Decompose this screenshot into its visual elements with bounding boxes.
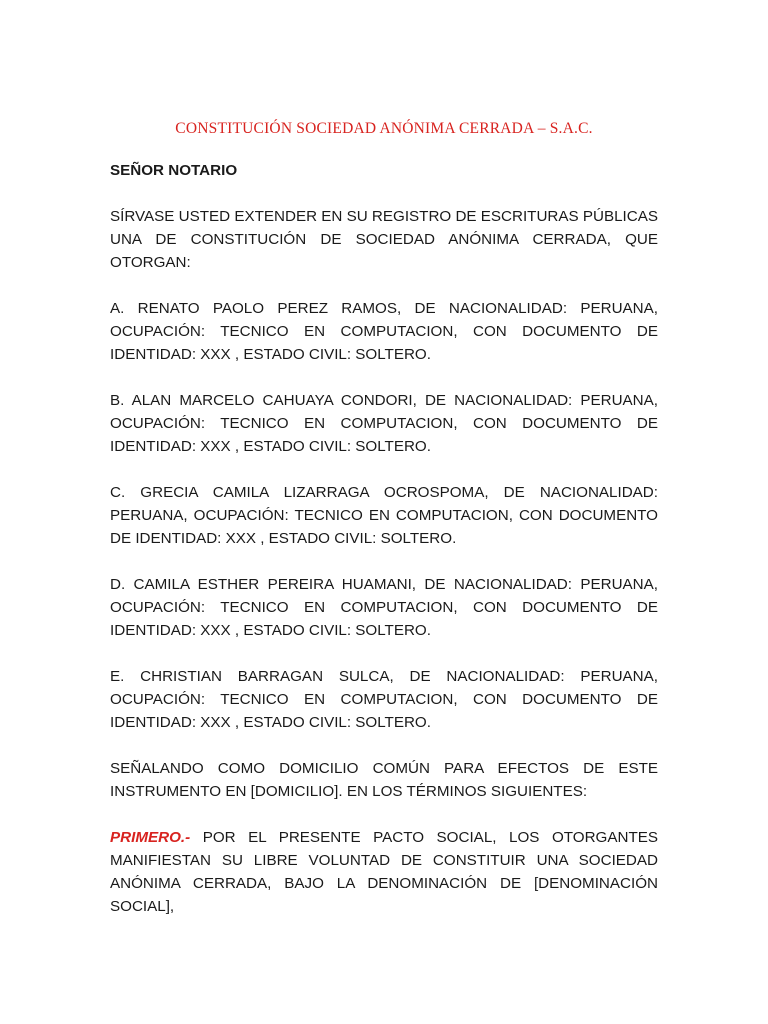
first-clause-label: PRIMERO.- — [110, 829, 191, 846]
addressee: SEÑOR NOTARIO — [110, 162, 238, 179]
party-b-paragraph: B. ALAN MARCELO CAHUAYA CONDORI, DE NACIONALIDAD: PERUANA, OCUPACIÓN: TECNICO EN COMPUTACION, CON DOCUMENTO DE IDENTIDAD: XXX , ESTADO CIVIL: SOLTERO. — [110, 392, 658, 455]
first-clause-paragraph — [110, 826, 658, 918]
intro-paragraph: SÍRVASE USTED EXTENDER EN SU REGISTRO DE ESCRITURAS PÚBLICAS UNA DE CONSTITUCIÓN DE SOCIEDAD ANÓNIMA CERRADA, QUE OTORGAN: — [110, 208, 658, 271]
document-body — [110, 117, 658, 918]
first-clause-text: POR EL PRESENTE PACTO SOCIAL, LOS OTORGANTES MANIFIESTAN SU LIBRE VOLUNTAD DE CONSTITUIR UNA SOCIEDAD ANÓNIMA CERRADA, BAJO LA DENOMINACIÓN DE [DENOMINACIÓN SOCIAL], — [110, 829, 658, 915]
party-d-paragraph: D. CAMILA ESTHER PEREIRA HUAMANI, DE NACIONALIDAD: PERUANA, OCUPACIÓN: TECNICO EN COMPUTACION, CON DOCUMENTO DE IDENTIDAD: XXX , ESTADO CIVIL: SOLTERO. — [110, 576, 658, 639]
party-a-paragraph: A. RENATO PAOLO PEREZ RAMOS, DE NACIONALIDAD: PERUANA, OCUPACIÓN: TECNICO EN COMPUTACION, CON DOCUMENTO DE IDENTIDAD: XXX , ESTADO CIVIL: SOLTERO. — [110, 300, 658, 363]
party-e-paragraph: E. CHRISTIAN BARRAGAN SULCA, DE NACIONALIDAD: PERUANA, OCUPACIÓN: TECNICO EN COMPUTACION, CON DOCUMENTO DE IDENTIDAD: XXX , ESTADO CIVIL: SOLTERO. — [110, 668, 658, 731]
domicile-paragraph: SEÑALANDO COMO DOMICILIO COMÚN PARA EFECTOS DE ESTE INSTRUMENTO EN [DOMICILIO]. EN LOS TÉRMINOS SIGUIENTES: — [110, 760, 658, 800]
document-title: CONSTITUCIÓN SOCIEDAD ANÓNIMA CERRADA – S.A.C. — [175, 120, 593, 137]
party-c-paragraph: C. GRECIA CAMILA LIZARRAGA OCROSPOMA, DE NACIONALIDAD: PERUANA, OCUPACIÓN: TECNICO EN COMPUTACION, CON DOCUMENTO DE IDENTIDAD: XXX , ESTADO CIVIL: SOLTERO. — [110, 484, 658, 547]
